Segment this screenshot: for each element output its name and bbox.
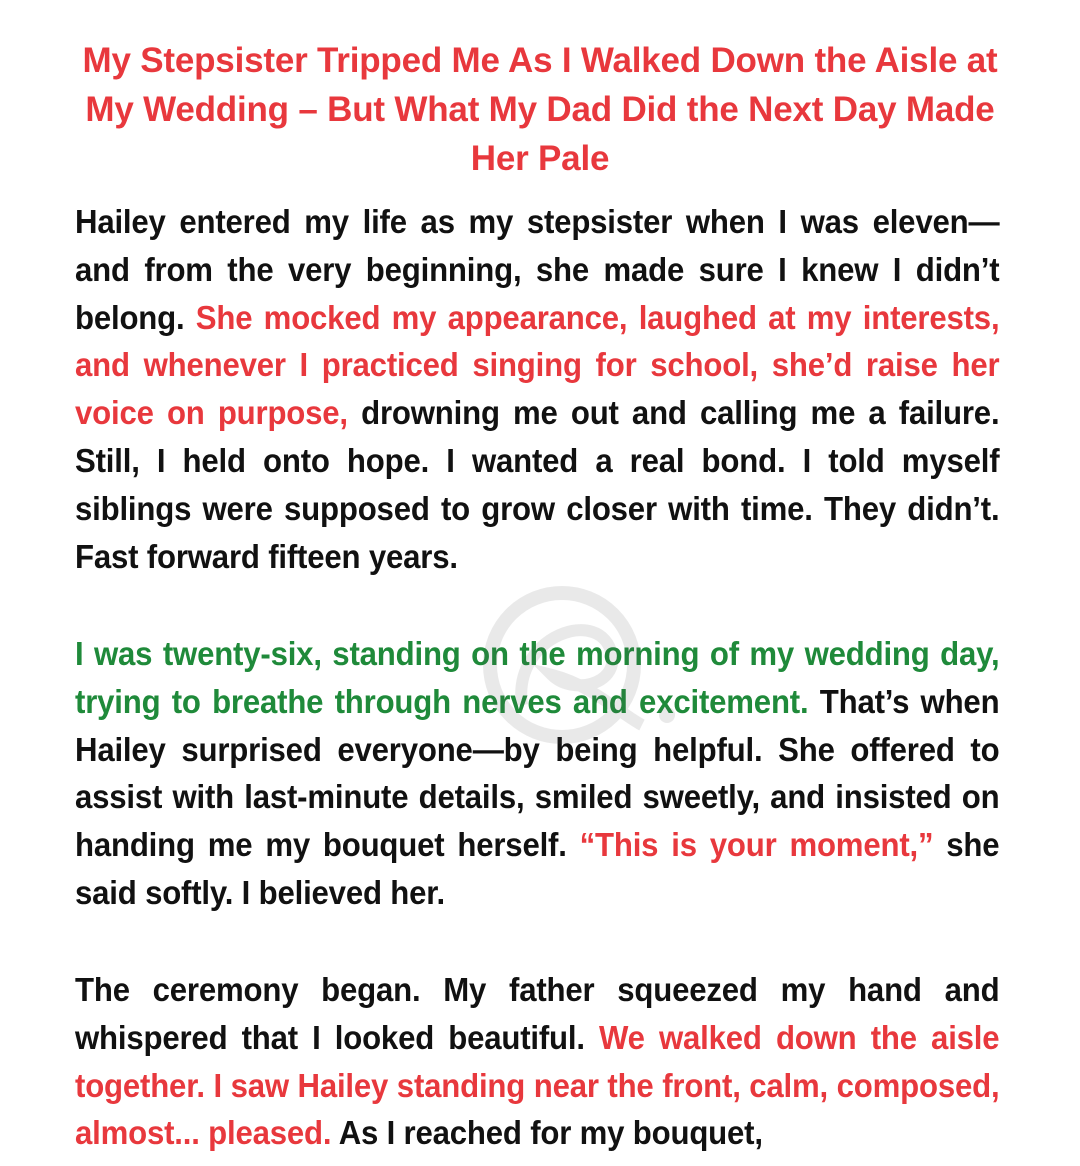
paragraph-3 bbox=[75, 967, 999, 1158]
paragraph-2-text-1: That’s when Hailey surprised everyone—by being helpful. She offered to assist with last-minute details, smiled sweetly, and insisted on handing me my bouquet herself. bbox=[75, 683, 1000, 865]
paragraph-3-text-1: The ceremony began. My father squeezed my hand and whispered that I looked beautiful. bbox=[75, 972, 1000, 1057]
paragraph-2-text-2: she said softly. I believed her. bbox=[75, 827, 1000, 912]
paragraph-2-highlight-green: I was twenty-six, standing on the morning of my wedding day, trying to breathe through nerves and excitement. bbox=[75, 636, 1000, 721]
paragraph-1-text-2: drowning me out and calling me a failure. Still, I held onto hope. I wanted a real bond. I told myself siblings were supposed to grow closer with time. They didn’t. Fast forward fifteen years. bbox=[75, 395, 1000, 576]
paragraph-2-quote-red: “This is your moment,” bbox=[579, 827, 934, 865]
paragraph-3-highlight-red: We walked down the aisle together. I saw Hailey standing near the front, calm, composed, almost... pleased. bbox=[75, 1019, 1000, 1153]
paragraph-3-text-2: As I reached for my bouquet, bbox=[331, 1115, 763, 1153]
paragraph-2 bbox=[75, 631, 999, 918]
article-title: My Stepsister Tripped Me As I Walked Down the Aisle at My Wedding – But What My Dad Did the Next Day Made Her Pale bbox=[82, 41, 998, 178]
paragraph-1 bbox=[75, 199, 999, 581]
paragraph-1-text-1: Hailey entered my life as my stepsister when I was eleven—and from the very beginning, she made sure I knew I didn’t belong. bbox=[75, 204, 1000, 337]
paragraph-1-highlight-red: She mocked my appearance, laughed at my interests, and whenever I practiced singing for school, she’d raise her voice on purpose, bbox=[75, 299, 1000, 433]
